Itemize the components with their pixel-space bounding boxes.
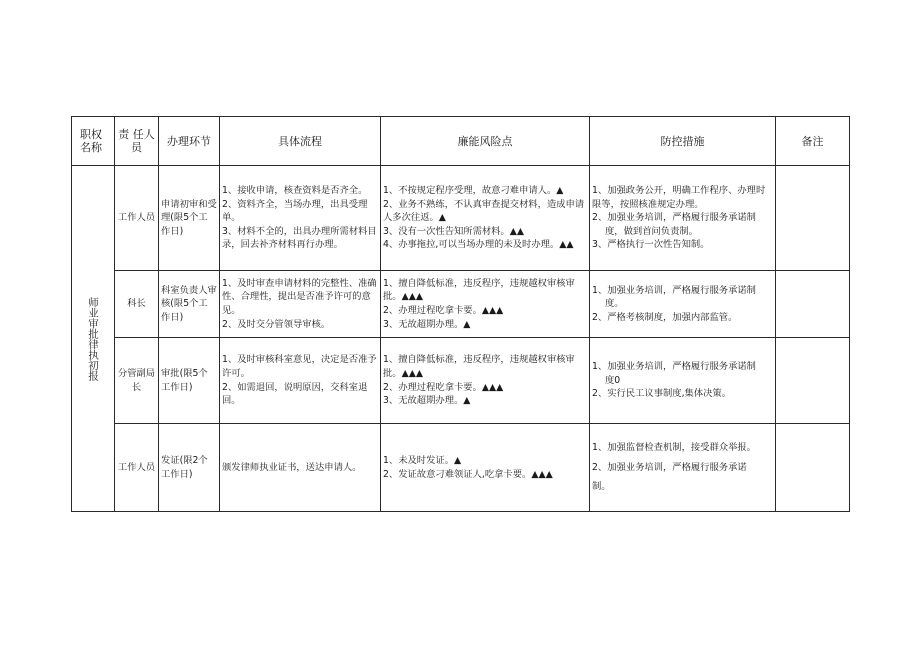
process-line: 2、及时交分管领导审核。: [222, 318, 331, 330]
measure-line: 度，做到首问负责制。: [605, 225, 698, 237]
measure-line: 度。: [605, 298, 624, 310]
table-row: [72, 338, 850, 424]
measure-cell: [590, 424, 776, 512]
measure-line: 1、加强监督检查机制，接受群众举报。: [592, 442, 756, 454]
process-cell: [220, 271, 381, 338]
stage-cell: 科室负责人审核(限5个工作日): [159, 271, 220, 338]
process-line: 2、如需退回，说明原因，交科室退回。: [222, 381, 368, 407]
stage-cell: 审批(限5个工作日): [159, 338, 220, 424]
header-power-name: 职权名称: [72, 117, 115, 166]
measure-cell: [590, 338, 776, 424]
person-cell: 工作人员: [115, 166, 159, 271]
risk-line: 1、未及时发证。▲: [383, 454, 462, 466]
power-name-cell: [72, 166, 115, 512]
process-line: 1、接收申请，核查资料是否齐全。: [222, 185, 368, 197]
header-row: [72, 117, 850, 166]
measure-line: 2、加强业务培训，严格履行服务承诺制: [592, 212, 756, 224]
risk-line: 1、擅自降低标准，违反程序，违规越权审核审批。▲▲▲: [383, 354, 575, 379]
risk-line: 3、没有一次性告知所需材料。▲▲: [383, 225, 525, 237]
process-cell: [220, 424, 381, 512]
stage-cell: 申请初审和受理(限5个工作日): [159, 166, 220, 271]
measure-line: 3、严格执行一次性告知制。: [592, 239, 710, 251]
risk-line: 3、无故超期办理。▲: [383, 395, 471, 407]
measure-line: 2、实行民工议事制度,集体决策。: [592, 388, 732, 400]
risk-line: 2、发证故意刁难领证人,吃拿卡要。▲▲▲: [383, 468, 553, 480]
measure-line: 1、加强政务公开，明确工作程序、办理时限等，按照核准规定办理。: [592, 185, 766, 210]
risk-line: 3、无故超期办理。▲: [383, 318, 471, 330]
header-stage: 办理环节: [159, 117, 220, 166]
remark-cell: [776, 166, 850, 271]
table-row: [72, 271, 850, 338]
risk-cell: [381, 166, 590, 271]
power-name: 师业审批律执初报: [87, 296, 99, 381]
person-cell: 科长: [115, 271, 159, 338]
measure-line: 2、加强业务培训，严格履行服务承诺: [592, 461, 747, 473]
process-line: 颁发律师执业证书，送达申请人。: [222, 461, 362, 473]
process-line: 3、材料不全的，出具办理所需材料目录，回去补齐材料再行办理。: [222, 225, 377, 251]
risk-line: 2、业务不熟练，不认真审查提交材料，造成申请人多次往返。▲: [383, 198, 585, 224]
process-cell: [220, 166, 381, 271]
header-process: 具体流程: [220, 117, 381, 166]
table-row: [72, 424, 850, 512]
power-process-table: [71, 116, 850, 512]
risk-line: 4、办事拖拉,可以当场办理的未及时办理。▲▲: [383, 239, 574, 251]
risk-line: 2、办理过程吃拿卡要。▲▲▲: [383, 305, 504, 316]
process-line: 2、资料齐全，当场办理，出具受理单。: [222, 198, 368, 224]
measure-cell: [590, 271, 776, 338]
risk-line: 1、不按规定程序受理，故意刁难申请人。▲: [383, 185, 564, 197]
risk-line: 2、办理过程吃拿卡要。▲▲▲: [383, 381, 504, 393]
header-risk-points: 廉能风险点: [381, 117, 590, 166]
risk-cell: [381, 424, 590, 512]
table-row: [72, 166, 850, 271]
process-cell: [220, 338, 381, 424]
header-responsible-person: 责 任人 员: [115, 117, 159, 166]
remark-cell: [776, 424, 850, 512]
remark-cell: [776, 271, 850, 338]
process-line: 1、及时审查申请材料的完整性、准确性、合理性，提出是否准予许可的意见。: [222, 277, 377, 316]
header-control-measures: 防控措施: [590, 117, 776, 166]
header-remarks: 备注: [776, 117, 850, 166]
process-line: 1、及时审核科室意见，决定是否准予许可。: [222, 354, 377, 379]
person-cell: 工作人员: [115, 424, 159, 512]
person-cell: 分管副局长: [115, 338, 159, 424]
measure-line: 1、加强业务培训，严格履行服务承诺制: [592, 284, 756, 296]
measure-line: 制。: [592, 481, 611, 493]
risk-cell: [381, 271, 590, 338]
stage-cell: 发证(限2个工作日): [159, 424, 220, 512]
measure-cell: [590, 166, 776, 271]
risk-cell: [381, 338, 590, 424]
remark-cell: [776, 338, 850, 424]
measure-line: 度0: [605, 374, 621, 386]
risk-line: 1、擅自降低标准，违反程序，违规越权审核审批。▲▲▲: [383, 277, 575, 303]
measure-line: 1、加强业务培训，严格履行服务承诺制: [592, 361, 756, 373]
measure-line: 2、严格考核制度，加强内部监管。: [592, 311, 738, 323]
